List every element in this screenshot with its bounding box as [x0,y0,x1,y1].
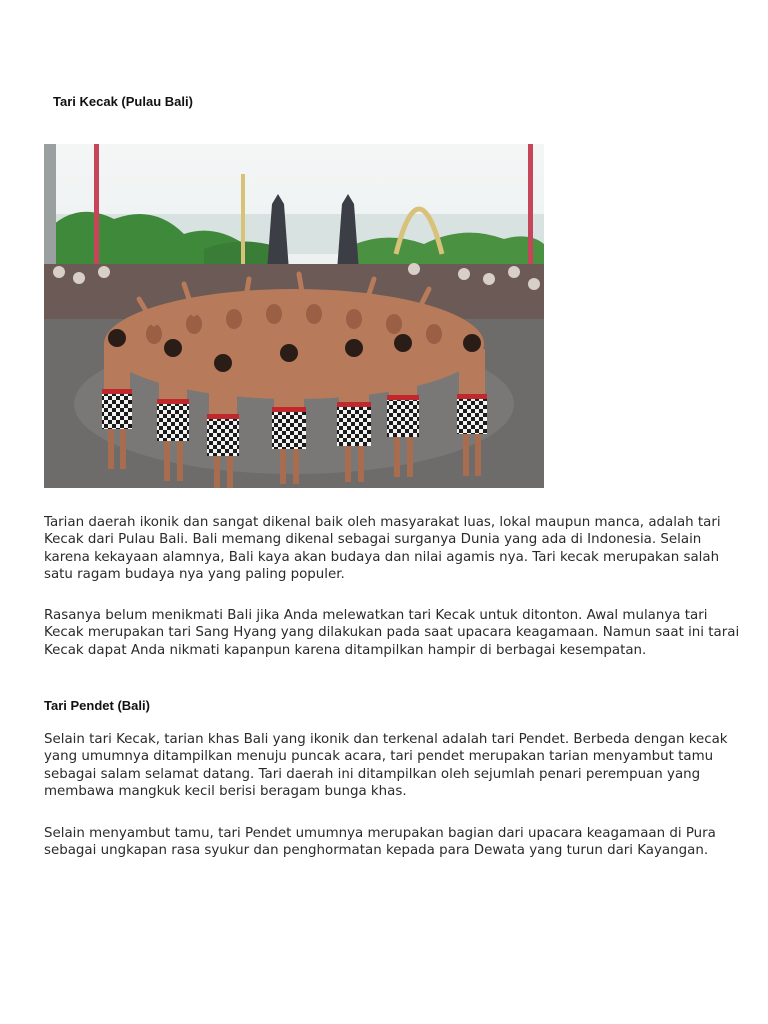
kecak-dance-photo [44,144,544,488]
paragraph-pendet-1: Selain tari Kecak, tarian khas Bali yang ikonik dan terkenal adalah tari Pendet. Berbeda dengan kecak yang umumnya ditampilkan menuju puncak acara, tari pendet merupakan tarian menyambut tamu sebagai salam selamat datang. Tari daerah ini ditampilkan oleh sejumlah penari perempuan yang membawa mangkuk kecil berisi beragam bunga khas. [44,732,728,800]
paragraph-kecak-2: Rasanya belum menikmati Bali jika Anda melewatkan tari Kecak untuk ditonton. Awal mulanya tari Kecak merupakan tari Sang Hyang yang dilakukan pada saat upacara keagamaan. Namun saat ini tarai Kecak dapat Anda nikmati kapanpun karena ditampilkan hampir di berbagai kesempatan. [44,608,740,658]
paragraph-kecak-1: Tarian daerah ikonik dan sangat dikenal baik oleh masyarakat luas, lokal maupun manca, adalah tari Kecak dari Pulau Bali. Bali memang dikenal sebagai surganya Dunia yang ada di Indonesia. Selain karena kekayaan alamnya, Bali kaya akan budaya dan nilai agamis nya. Tari kecak merupakan salah satu ragam budaya nya yang paling populer. [44,515,721,583]
paragraph-pendet-2: Selain menyambut tamu, tari Pendet umumnya merupakan bagian dari upacara keagamaan di Pura sebagai ungkapan rasa syukur dan penghormatan kepada para Dewata yang turun dari Kayangan. [44,826,716,859]
heading-tari-kecak: Tari Kecak (Pulau Bali) [53,94,193,109]
heading-tari-pendet: Tari Pendet (Bali) [44,698,150,713]
